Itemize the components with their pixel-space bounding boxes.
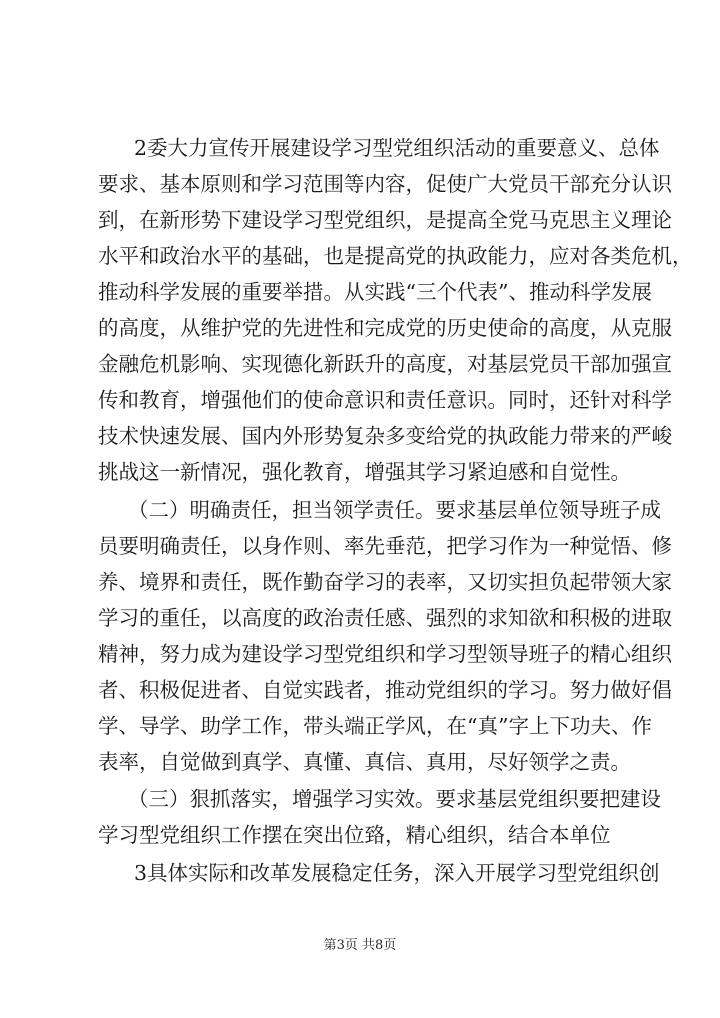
text-line: 的高度，从维护党的先进性和完成党的历史使命的高度，从克服 (98, 316, 672, 340)
text-line: 推动科学发展的重要举措。从实践“三个代表”、推动科学发展 (98, 280, 652, 304)
text-line: 学习型党组织工作摆在突出位臵，精心组织，结合本单位 (98, 823, 611, 847)
text-line: 精神，努力成为建设学习型党组织和学习型领导班子的精心组织 (98, 642, 672, 666)
text-line: （二）明确责任，担当领学责任。要求基层单位领导班子成 (128, 498, 661, 522)
text-line: 员要明确责任，以身作则、率先垂范，把学习作为一种觉悟、修 (98, 534, 672, 558)
text-line: 表率，自觉做到真学、真懂、真信、真用，尽好领学之责。 (98, 750, 631, 774)
page-footer: 第3页 共8页 (323, 938, 397, 953)
text-line: 要求、基本原则和学习范围等内容，促使广大党员干部充分认识 (98, 172, 672, 196)
text-line: 者、积极促进者、自觉实践者，推动党组织的学习。努力做好倡 (98, 678, 672, 702)
text-line: 到，在新形势下建设学习型党组织，是提高全党马克思主义理论 (98, 208, 672, 232)
text-line: 养、境界和责任，既作勤奋学习的表率，又切实担负起带领大家 (98, 570, 672, 594)
text-line: 金融危机影响、实现德化新跃升的高度，对基层党员干部加强宣 (98, 352, 672, 376)
text-line: 3具体实际和改革发展稳定任务，深入开展学习型党组织创 (134, 861, 660, 885)
text-line: 学习的重任，以高度的政治责任感、强烈的求知欲和积极的进取 (98, 606, 672, 630)
text-line: 技术快速发展、国内外形势复杂多变给党的执政能力带来的严峻 (98, 424, 672, 448)
text-line: 水平和政治水平的基础，也是提高党的执政能力，应对各类危机， (98, 244, 693, 268)
text-line: 挑战这一新情况，强化教育，增强其学习紧迫感和自觉性。 (98, 460, 631, 484)
text-line: 学、导学、助学工作，带头端正学风，在“真”字上下功夫、作 (98, 714, 652, 738)
text-line: （三）狠抓落实，增强学习实效。要求基层党组织要把建设 (128, 787, 661, 811)
text-line: 传和教育，增强他们的使命意识和责任意识。同时，还针对科学 (98, 388, 672, 412)
text-line: 2委大力宣传开展建设学习型党组织活动的重要意义、总体 (134, 136, 660, 160)
